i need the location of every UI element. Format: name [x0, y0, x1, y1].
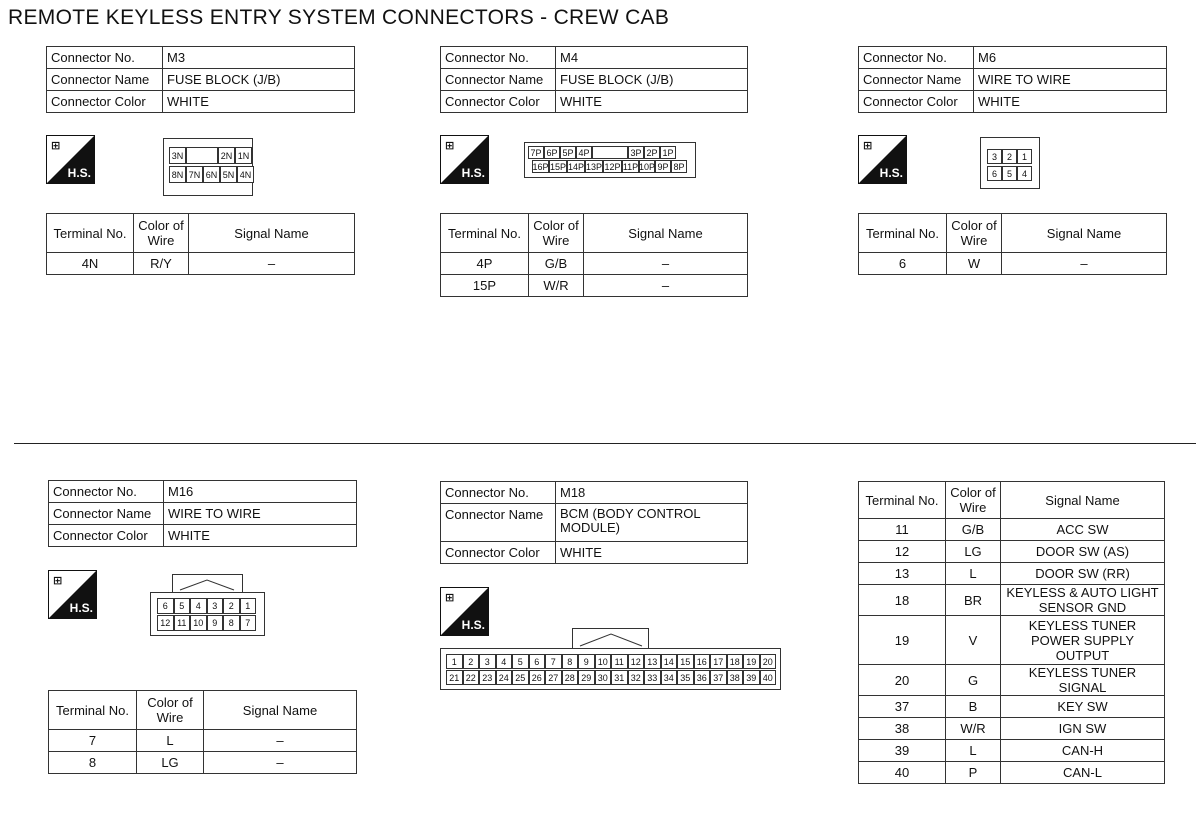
pin-cell: 14: [661, 654, 678, 669]
terminal-no-header: Terminal No.: [47, 214, 134, 253]
terminal-cell: 18: [859, 585, 946, 616]
signal-cell: ACC SW: [1001, 519, 1165, 541]
table-row: [859, 665, 1165, 696]
terminal-cell: 12: [859, 541, 946, 563]
pin-cell: 1: [1017, 149, 1032, 164]
terminal-cell: 15P: [441, 275, 529, 297]
pin-cell: 6N: [203, 166, 220, 183]
pin-cell: 8P: [671, 160, 687, 173]
wire-cell: G: [946, 665, 1001, 696]
table-row: [859, 563, 1165, 585]
wire-color-header: Color of Wire: [529, 214, 584, 253]
pin-cell: 5: [512, 654, 529, 669]
table-row: [859, 616, 1165, 665]
pin-cell: 12: [628, 654, 645, 669]
hs-label: H.S.: [69, 601, 93, 615]
pin-cell: 7: [240, 615, 257, 631]
connector-name-value: FUSE BLOCK (J/B): [556, 69, 748, 91]
pin-cell: 14P: [568, 161, 585, 172]
pin-cell: 1P: [660, 146, 676, 159]
hs-label: H.S.: [461, 618, 485, 632]
pin-cell: 24: [496, 670, 513, 685]
terminal-cell: 20: [859, 665, 946, 696]
pin-cell: 4N: [237, 166, 254, 183]
wire-color-header: Color of Wire: [137, 691, 204, 730]
pin-cell: 40: [760, 670, 777, 685]
table-row: [49, 730, 357, 752]
pin-cell: 2P: [644, 146, 660, 159]
pin-cell: [186, 147, 218, 164]
pin-cell: 6: [157, 598, 174, 614]
terminal-cell: 39: [859, 740, 946, 762]
pin-cell: 2: [1002, 149, 1017, 164]
wire-cell: L: [137, 730, 204, 752]
signal-cell: CAN-H: [1001, 740, 1165, 762]
connector-face-m16: [150, 574, 265, 636]
wire-cell: L: [946, 740, 1001, 762]
pin-cell: 10: [190, 615, 207, 631]
signal-name-header: Signal Name: [204, 691, 357, 730]
terminal-table-m6: [858, 213, 1167, 275]
pin-cell: 2N: [218, 147, 235, 164]
hs-label: H.S.: [461, 166, 485, 180]
table-row: [859, 762, 1165, 784]
pin-cell: 16: [694, 654, 711, 669]
signal-cell: –: [584, 253, 748, 275]
connector-glyph-icon: ⊞: [53, 575, 63, 587]
connector-info-m6: [858, 46, 1167, 113]
terminal-no-header: Terminal No.: [49, 691, 137, 730]
connector-info-m16: [48, 480, 357, 547]
pin-cell: 6P: [544, 146, 560, 159]
signal-cell: KEYLESS TUNER SIGNAL: [1001, 665, 1165, 696]
connector-color-value: WHITE: [974, 91, 1167, 113]
signal-cell: –: [584, 275, 748, 297]
signal-cell: –: [189, 253, 355, 275]
table-row: [859, 696, 1165, 718]
pin-cell: 19: [743, 654, 760, 669]
wire-cell: W/R: [529, 275, 584, 297]
connector-no-value: M6: [974, 47, 1167, 69]
connector-color-label: Connector Color: [859, 91, 974, 113]
hs-label: H.S.: [67, 166, 91, 180]
pin-cell: 5N: [220, 166, 237, 183]
terminal-table-m4: [440, 213, 748, 297]
connector-name-value: WIRE TO WIRE: [974, 69, 1167, 91]
pin-cell: 8: [223, 615, 240, 631]
terminal-cell: 13: [859, 563, 946, 585]
pin-cell: 4: [1017, 166, 1032, 181]
connector-name-label: Connector Name: [49, 503, 164, 525]
pin-cell: 1: [446, 654, 463, 669]
signal-cell: IGN SW: [1001, 718, 1165, 740]
section-divider: [14, 443, 1196, 444]
connector-color-label: Connector Color: [47, 91, 163, 113]
pin-cell: 9: [207, 615, 224, 631]
signal-name-header: Signal Name: [189, 214, 355, 253]
terminal-cell: 38: [859, 718, 946, 740]
pin-cell: 35: [677, 670, 694, 685]
connector-name-value: BCM (BODY CONTROL MODULE): [556, 504, 748, 542]
pin-cell: 1: [240, 598, 257, 614]
signal-cell: DOOR SW (RR): [1001, 563, 1165, 585]
connector-name-label: Connector Name: [47, 69, 163, 91]
pin-cell: 9P: [655, 160, 671, 173]
table-row: [441, 253, 748, 275]
terminal-cell: 11: [859, 519, 946, 541]
pin-cell: 11P: [622, 161, 639, 172]
signal-cell: KEYLESS & AUTO LIGHT SENSOR GND: [1001, 585, 1165, 616]
pin-cell: 3: [479, 654, 496, 669]
pin-cell: 10: [595, 654, 612, 669]
pin-cell: 16P: [532, 161, 549, 172]
terminal-cell: 7: [49, 730, 137, 752]
signal-cell: KEYLESS TUNER POWER SUPPLY OUTPUT: [1001, 616, 1165, 665]
connector-color-value: WHITE: [556, 91, 748, 113]
pin-cell: 6: [529, 654, 546, 669]
signal-cell: KEY SW: [1001, 696, 1165, 718]
connector-face-m6: [980, 137, 1040, 189]
signal-cell: DOOR SW (AS): [1001, 541, 1165, 563]
connector-face-m4: [524, 142, 696, 178]
terminal-cell: 4P: [441, 253, 529, 275]
table-row: [441, 275, 748, 297]
pin-cell: 38: [727, 670, 744, 685]
pin-cell: 29: [578, 670, 595, 685]
terminal-cell: 4N: [47, 253, 134, 275]
pin-cell: 20: [760, 654, 777, 669]
harness-side-icon: [46, 135, 95, 184]
pin-cell: 17: [710, 654, 727, 669]
pin-cell: 11: [174, 615, 191, 631]
wire-cell: BR: [946, 585, 1001, 616]
terminal-no-header: Terminal No.: [859, 214, 947, 253]
signal-name-header: Signal Name: [1002, 214, 1167, 253]
pin-cell: 3: [207, 598, 224, 614]
pin-cell: 3: [987, 149, 1002, 164]
connector-color-value: WHITE: [556, 542, 748, 564]
connector-name-value: WIRE TO WIRE: [164, 503, 357, 525]
connector-color-value: WHITE: [164, 525, 357, 547]
connector-no-label: Connector No.: [47, 47, 163, 69]
pin-cell: 13P: [586, 161, 603, 172]
connector-glyph-icon: ⊞: [445, 140, 455, 152]
connector-info-m3: [46, 46, 355, 113]
terminal-table-m16: [48, 690, 357, 774]
wire-cell: R/Y: [134, 253, 189, 275]
terminal-no-header: Terminal No.: [441, 214, 529, 253]
pin-cell: 4: [496, 654, 513, 669]
pin-cell: 31: [611, 670, 628, 685]
signal-cell: –: [204, 752, 357, 774]
connector-no-value: M18: [556, 482, 748, 504]
connector-glyph-icon: ⊞: [863, 140, 873, 152]
table-row: [859, 740, 1165, 762]
pin-cell: 37: [710, 670, 727, 685]
connector-no-value: M16: [164, 481, 357, 503]
pin-cell: 7P: [528, 146, 544, 159]
connector-no-label: Connector No.: [441, 482, 556, 504]
connector-info-m18: [440, 481, 748, 564]
pin-cell: 23: [479, 670, 496, 685]
wire-cell: G/B: [946, 519, 1001, 541]
pin-cell: 12: [157, 615, 174, 631]
connector-name-label: Connector Name: [441, 504, 556, 542]
signal-name-header: Signal Name: [1001, 482, 1165, 519]
terminal-cell: 19: [859, 616, 946, 665]
signal-name-header: Signal Name: [584, 214, 748, 253]
wire-cell: W: [947, 253, 1002, 275]
pin-cell: 9: [578, 654, 595, 669]
connector-glyph-icon: ⊞: [51, 140, 61, 152]
pin-cell: 33: [644, 670, 661, 685]
harness-side-icon: [858, 135, 907, 184]
pin-cell: 5: [174, 598, 191, 614]
connector-no-value: M3: [163, 47, 355, 69]
pin-cell: 5: [1002, 166, 1017, 181]
connector-name-label: Connector Name: [859, 69, 974, 91]
harness-side-icon: [440, 135, 489, 184]
table-row: [859, 253, 1167, 275]
wire-cell: LG: [946, 541, 1001, 563]
pin-cell: 25: [512, 670, 529, 685]
pin-cell: 7: [545, 654, 562, 669]
connector-name-label: Connector Name: [441, 69, 556, 91]
terminal-cell: 8: [49, 752, 137, 774]
wire-cell: B: [946, 696, 1001, 718]
wire-cell: G/B: [529, 253, 584, 275]
signal-cell: –: [1002, 253, 1167, 275]
pin-cell: 8: [562, 654, 579, 669]
terminal-table-m18: [858, 481, 1165, 784]
table-row: [47, 253, 355, 275]
pin-cell: 32: [628, 670, 645, 685]
pin-cell: 2: [463, 654, 480, 669]
pin-cell: [592, 146, 628, 159]
pin-cell: 4: [190, 598, 207, 614]
connector-no-label: Connector No.: [441, 47, 556, 69]
table-row: [859, 718, 1165, 740]
terminal-table-m3: [46, 213, 355, 275]
pin-cell: 21: [446, 670, 463, 685]
pin-cell: 13: [644, 654, 661, 669]
wire-cell: LG: [137, 752, 204, 774]
table-row: [49, 752, 357, 774]
pin-cell: 7N: [186, 166, 203, 183]
connector-no-value: M4: [556, 47, 748, 69]
pin-cell: 30: [595, 670, 612, 685]
wire-cell: L: [946, 563, 1001, 585]
pin-cell: 6: [987, 166, 1002, 181]
pin-cell: 11: [611, 654, 628, 669]
connector-info-m4: [440, 46, 748, 113]
table-row: [859, 585, 1165, 616]
pin-cell: 4P: [576, 146, 592, 159]
pin-cell: 39: [743, 670, 760, 685]
connector-no-label: Connector No.: [859, 47, 974, 69]
wire-color-header: Color of Wire: [134, 214, 189, 253]
connector-color-label: Connector Color: [441, 542, 556, 564]
terminal-no-header: Terminal No.: [859, 482, 946, 519]
terminal-cell: 40: [859, 762, 946, 784]
pin-cell: 28: [562, 670, 579, 685]
pin-cell: 26: [529, 670, 546, 685]
harness-side-icon: [48, 570, 97, 619]
pin-cell: 18: [727, 654, 744, 669]
connector-face-m18: [440, 628, 781, 690]
connector-glyph-icon: ⊞: [445, 592, 455, 604]
pin-cell: 15P: [550, 161, 567, 172]
table-row: [859, 541, 1165, 563]
pin-cell: 3N: [169, 147, 186, 164]
pin-cell: 1N: [235, 147, 252, 164]
pin-cell: 8N: [169, 166, 186, 183]
pin-cell: 22: [463, 670, 480, 685]
wire-cell: V: [946, 616, 1001, 665]
wire-color-header: Color of Wire: [947, 214, 1002, 253]
pin-cell: 3P: [628, 146, 644, 159]
pin-cell: 27: [545, 670, 562, 685]
pin-cell: 34: [661, 670, 678, 685]
terminal-cell: 37: [859, 696, 946, 718]
connector-no-label: Connector No.: [49, 481, 164, 503]
terminal-cell: 6: [859, 253, 947, 275]
pin-cell: 12P: [604, 161, 621, 172]
signal-cell: CAN-L: [1001, 762, 1165, 784]
connector-color-label: Connector Color: [441, 91, 556, 113]
connector-color-value: WHITE: [163, 91, 355, 113]
connector-color-label: Connector Color: [49, 525, 164, 547]
hs-label: H.S.: [879, 166, 903, 180]
pin-cell: 5P: [560, 146, 576, 159]
table-row: [859, 519, 1165, 541]
connector-name-value: FUSE BLOCK (J/B): [163, 69, 355, 91]
signal-cell: –: [204, 730, 357, 752]
wire-color-header: Color of Wire: [946, 482, 1001, 519]
pin-cell: 2: [223, 598, 240, 614]
pin-cell: 15: [677, 654, 694, 669]
pin-cell: 36: [694, 670, 711, 685]
page-title: REMOTE KEYLESS ENTRY SYSTEM CONNECTORS - CREW CAB: [8, 6, 670, 29]
wire-cell: P: [946, 762, 1001, 784]
wire-cell: W/R: [946, 718, 1001, 740]
connector-face-m3: [163, 138, 253, 196]
pin-cell: 10P: [639, 161, 656, 172]
